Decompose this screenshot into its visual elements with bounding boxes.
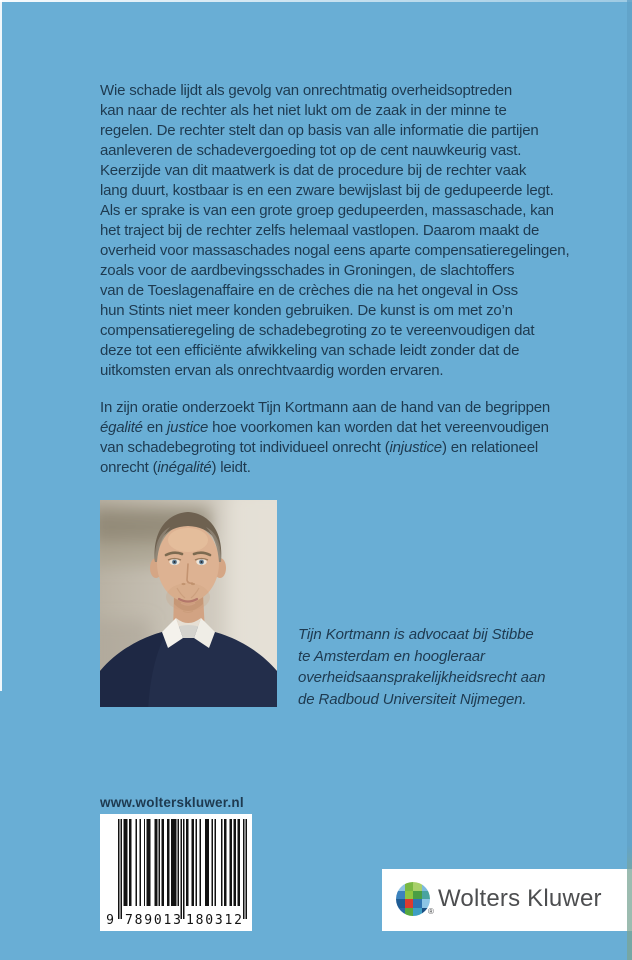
author-caption — [298, 624, 545, 710]
text-line: Keerzijde van dit maatwerk is dat de procedure bij de rechter vaak — [100, 162, 527, 179]
caption-line: overheidsaansprakelijkheidsrecht aan — [298, 669, 546, 686]
mosaic-tile — [396, 908, 405, 917]
scan-edge-right — [627, 0, 632, 960]
text-line: Als er sprake is van een grote groep gedupeerden, massaschade, kan — [100, 202, 554, 219]
text-line: overheid voor massaschades nogal eens aparte compensatieregelingen, — [100, 242, 570, 259]
isbn-number — [100, 814, 252, 931]
wolters-kluwer-globe-icon — [396, 882, 430, 916]
publisher-logo-bar — [382, 869, 632, 931]
text-line: onrecht (inégalité) leidt. — [100, 459, 251, 476]
caption-line: Tijn Kortmann is advocaat bij Stibbe — [298, 626, 534, 643]
text-line: zoals voor de aardbevingsschades in Groningen, de slachtoffers — [100, 262, 515, 279]
paragraph-summary — [100, 81, 569, 381]
registered-trademark-symbol: ® — [428, 907, 434, 916]
publisher-brand-name: Wolters Kluwer — [438, 885, 602, 912]
text-line: van de Toeslagenaffaire en de crèches die na het ongeval in Oss — [100, 282, 518, 299]
mosaic-tile — [413, 899, 422, 908]
isbn-prefix-digit: 9 — [106, 913, 114, 928]
text-line: Wie schade lijdt als gevolg van onrechtmatig overheidsoptreden — [100, 82, 513, 99]
text-line: uitkomsten ervan als onrechtvaardig worden ervaren. — [100, 362, 444, 379]
text-line: hun Stints niet meer konden gebruiken. De kunst is om met zo’n — [100, 302, 513, 319]
text-line: égalité en justice hoe voorkomen kan worden dat het vereenvoudigen — [100, 419, 549, 436]
mosaic-tile — [413, 908, 422, 917]
isbn-barcode — [100, 814, 252, 931]
text-line: lang duurt, kostbaar is en een zware bewijslast bij de gedupeerde legt. — [100, 182, 554, 199]
paragraph-oration — [100, 398, 550, 478]
caption-line: te Amsterdam en hoogleraar — [298, 647, 485, 665]
text-line: het traject bij de rechter zelfs helemaal vastlopen. Daarom maakt de — [100, 222, 540, 239]
text-line: regelen. De rechter stelt dan op basis van alle informatie die partijen — [100, 122, 539, 139]
text-line: In zijn oratie onderzoekt Tijn Kortmann aan de hand van de begrippen — [100, 399, 551, 416]
website-url: www.wolterskluwer.nl — [100, 795, 244, 810]
mosaic-tile — [422, 891, 431, 900]
mosaic-tile — [396, 891, 405, 900]
mosaic-tile — [422, 882, 431, 891]
mosaic-tile — [413, 891, 422, 900]
text-line: aanleveren de schadevergoeding tot op de cent nauwkeurig vast. — [100, 142, 522, 159]
mosaic-tile — [396, 899, 405, 908]
mosaic-tile — [405, 882, 414, 891]
mosaic-tile — [413, 882, 422, 891]
scan-edge-top — [0, 0, 632, 2]
mosaic-tile — [396, 882, 405, 891]
text-line: compensatieregeling de schadebegroting zo te vereenvoudigen dat — [100, 322, 535, 339]
scan-edge-left — [0, 0, 2, 691]
portrait-photo — [100, 500, 277, 707]
caption-line: de Radboud Universiteit Nijmegen. — [298, 690, 527, 708]
mosaic-tile — [405, 891, 414, 900]
mosaic-tile — [405, 899, 414, 908]
text-line: van schadebegroting tot individueel onrecht (injustice) en relationeel — [100, 439, 538, 456]
text-line: deze tot een efficiënte afwikkeling van schade leidt zonder dat de — [100, 342, 520, 359]
mosaic-tile — [405, 908, 414, 917]
isbn-digit-group-1: 789013 — [125, 913, 183, 928]
isbn-digit-group-2: 180312 — [186, 913, 244, 928]
text-line: kan naar de rechter als het niet lukt om de zaak in der minne te — [100, 102, 507, 119]
